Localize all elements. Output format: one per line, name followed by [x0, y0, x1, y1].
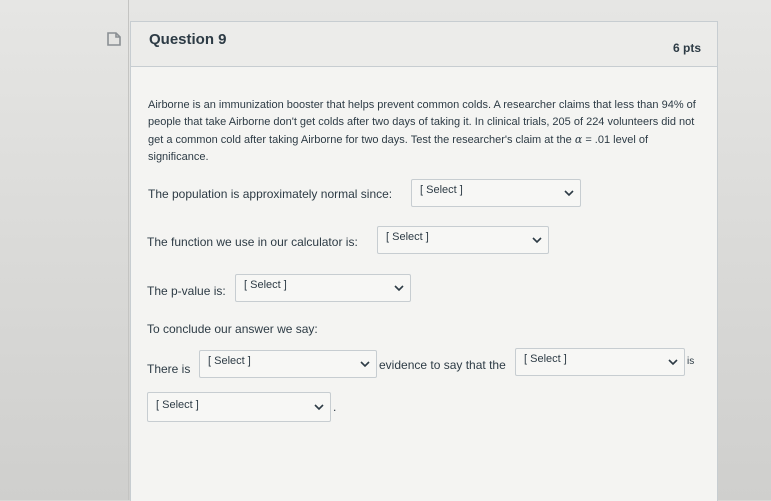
chevron-down-icon	[314, 403, 324, 411]
question-card	[130, 21, 718, 501]
chevron-down-icon	[360, 360, 370, 368]
pvalue-select-value: [ Select ]	[244, 279, 287, 291]
function-prompt: The function we use in our calculator is:	[147, 235, 358, 249]
population-prompt: The population is approximately normal since:	[148, 187, 393, 201]
question-text	[148, 97, 703, 166]
chevron-down-icon	[564, 189, 574, 197]
claim-subject-select-value: [ Select ]	[524, 353, 567, 365]
chevron-down-icon	[532, 236, 542, 244]
evidence-text: evidence to say that the	[379, 358, 506, 372]
pvalue-select[interactable]	[235, 274, 411, 302]
question-header	[131, 22, 717, 67]
chevron-down-icon	[668, 358, 678, 366]
left-divider	[128, 0, 129, 500]
question-text-part1: Airborne is an immunization booster that helps prevent common colds. A researcher claims that less than 94% of people that take Airborne don't get colds after two days of taking it. In clinical trials, 205 of 224 volunteers did not get a common cold after taking Airborne for two days. Test the researcher's claim at the	[148, 99, 696, 146]
evidence-level-select-value: [ Select ]	[208, 355, 251, 367]
population-select-value: [ Select ]	[420, 184, 463, 196]
question-title: Question 9	[149, 31, 227, 48]
function-select[interactable]	[377, 226, 549, 254]
claim-subject-select[interactable]	[515, 348, 685, 376]
is-text: is	[687, 356, 695, 367]
claim-conclusion-select[interactable]	[147, 392, 331, 422]
there-is-text: There is	[147, 362, 191, 376]
evidence-level-select[interactable]	[199, 350, 377, 378]
question-points: 6 pts	[672, 41, 701, 55]
flag-question-icon[interactable]	[106, 31, 122, 47]
alpha-value: = .01	[582, 134, 611, 146]
population-select[interactable]	[411, 179, 581, 207]
trailing-period: .	[333, 400, 337, 414]
claim-conclusion-select-value: [ Select ]	[156, 399, 199, 411]
conclude-prompt: To conclude our answer we say:	[147, 322, 318, 336]
pvalue-prompt: The p-value is:	[147, 284, 226, 298]
chevron-down-icon	[394, 284, 404, 292]
function-select-value: [ Select ]	[386, 231, 429, 243]
alpha-symbol: α	[574, 133, 583, 146]
question-text-part2: level of significance.	[148, 134, 649, 163]
